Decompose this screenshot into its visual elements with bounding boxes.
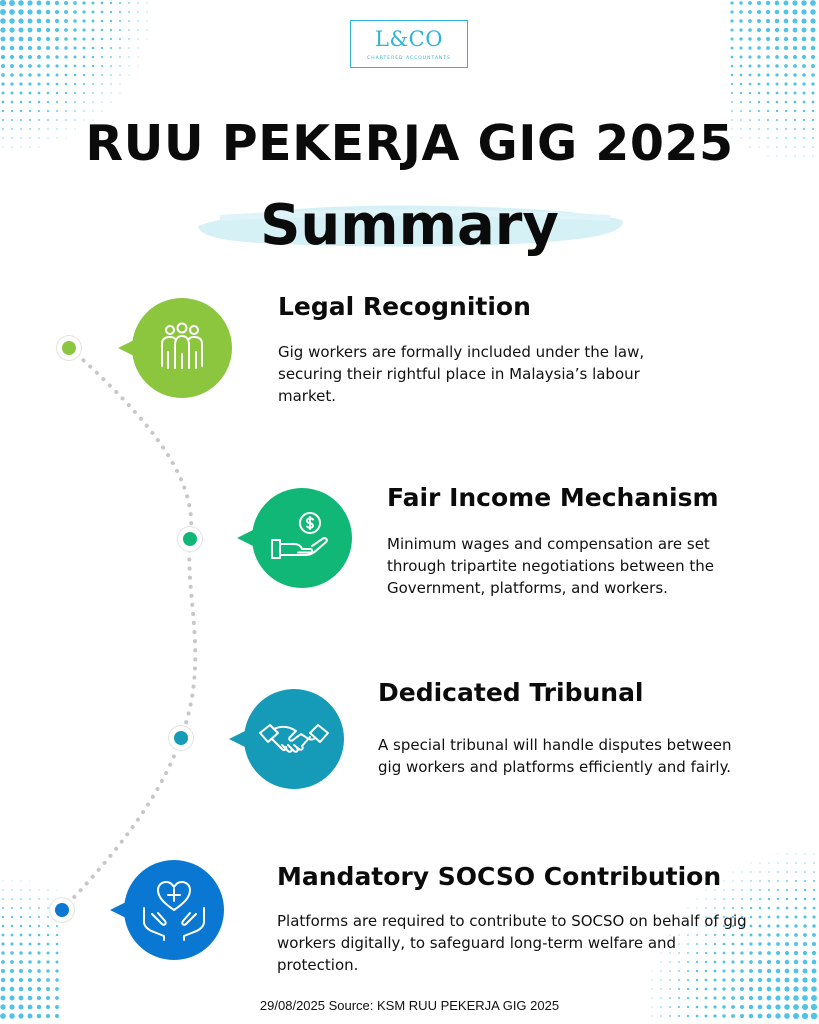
page-title: RUU PEKERJA GIG 2025: [85, 115, 734, 172]
timeline-dot-3: [174, 731, 188, 745]
source-footer: 29/08/2025 Source: KSM RUU PEKERJA GIG 2025: [259, 998, 560, 1013]
legal-recognition-heading: Legal Recognition: [278, 292, 531, 321]
hand-coin-icon: [252, 488, 352, 588]
timeline-dot-4: [55, 903, 69, 917]
page-subtitle: Summary: [260, 193, 559, 258]
node-pointer-3: [229, 731, 245, 747]
fair-income-heading: Fair Income Mechanism: [387, 483, 719, 512]
dedicated-tribunal-description: A special tribunal will handle disputes between gig workers and platforms efficiently and fairly.: [378, 736, 732, 776]
legal-recognition-description: Gig workers are formally included under the law, securing their rightful place in Malaysia’s labour market.: [278, 343, 645, 405]
socso-node: [124, 860, 224, 960]
logo-tagline: CHARTERED ACCOUNTANTS: [367, 56, 451, 61]
socso-description: Platforms are required to contribute to SOCSO on behalf of gig workers digitally, to safeguard long-term welfare and protection.: [277, 912, 747, 974]
node-pointer-2: [237, 530, 253, 546]
fair-income-node: [252, 488, 352, 588]
handshake-icon: [244, 689, 344, 789]
people-group-icon: [132, 298, 232, 398]
socso-heading: Mandatory SOCSO Contribution: [277, 862, 722, 891]
heart-care-hands-icon: [124, 860, 224, 960]
fair-income-description: Minimum wages and compensation are set through tripartite negotiations between the Government, platforms, and workers.: [387, 535, 714, 597]
legal-recognition-node: [132, 298, 232, 398]
dedicated-tribunal-heading: Dedicated Tribunal: [378, 678, 644, 707]
timeline-dot-2: [183, 532, 197, 546]
logo-mark: L&CO: [375, 27, 443, 51]
dedicated-tribunal-node: [244, 689, 344, 789]
timeline-dot-1: [62, 341, 76, 355]
